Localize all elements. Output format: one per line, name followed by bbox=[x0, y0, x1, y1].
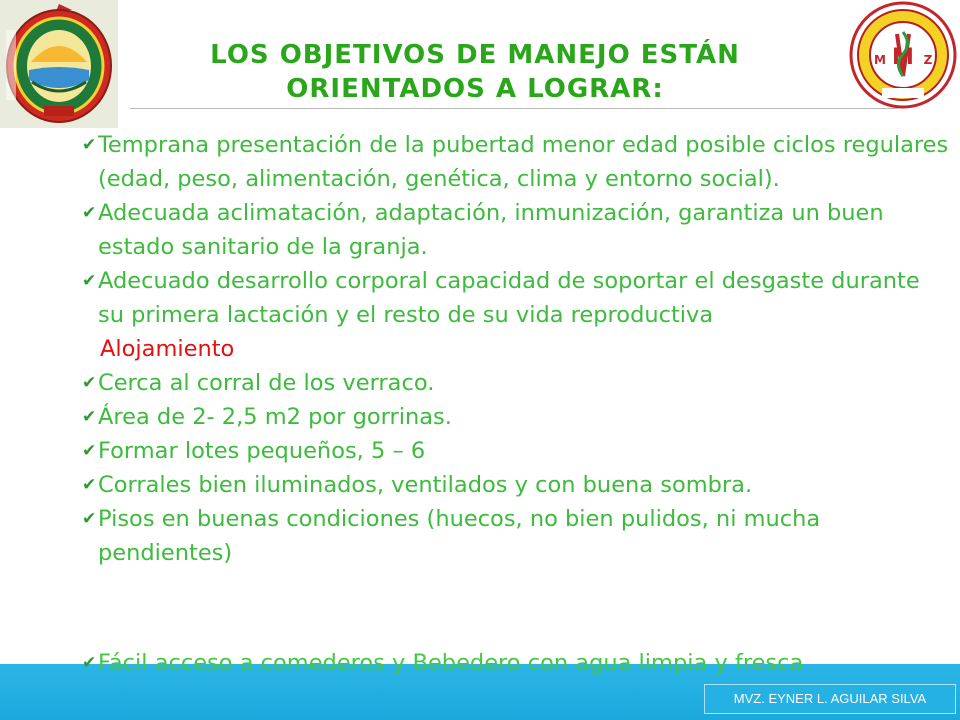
checkmark-icon: ✔ bbox=[82, 135, 97, 155]
title-line-1: LOS OBJETIVOS DE MANEJO ESTÁN bbox=[210, 40, 740, 70]
list-item bbox=[82, 366, 950, 400]
list-item-text: Corrales bien iluminados, ventilados y con buena sombra. bbox=[98, 472, 753, 498]
checkmark-icon: ✔ bbox=[82, 653, 97, 673]
checkmark-icon: ✔ bbox=[82, 373, 97, 393]
checkmark-icon: ✔ bbox=[82, 441, 97, 461]
list-item bbox=[82, 468, 950, 502]
author-badge: MVZ. EYNER L. AGUILAR SILVA bbox=[704, 684, 956, 714]
list-item bbox=[82, 646, 950, 680]
list-item-text: Adecuada aclimatación, adaptación, inmunización, garantiza un buen estado sanitario de la granja. bbox=[98, 200, 884, 260]
list-item bbox=[82, 400, 950, 434]
list-item-text: Temprana presentación de la pubertad menor edad posible ciclos regulares (edad, peso, alimentación, genética, clima y entorno social). bbox=[98, 132, 949, 192]
svg-text:M: M bbox=[892, 45, 914, 70]
section-heading: Alojamiento bbox=[100, 336, 235, 362]
checkmark-icon: ✔ bbox=[82, 203, 97, 223]
faculty-seal-logo bbox=[848, 0, 958, 110]
checkmark-icon: ✔ bbox=[82, 271, 97, 291]
list-item-text: Pisos en buenas condiciones (huecos, no bien pulidos, ni mucha pendientes) bbox=[98, 506, 821, 566]
university-seal-logo bbox=[0, 0, 118, 128]
last-list-item bbox=[82, 646, 950, 680]
list-item-text: Adecuado desarrollo corporal capacidad de soportar el desgaste durante su primera lactación y el resto de su vida reproductiva bbox=[98, 268, 920, 328]
svg-text:M: M bbox=[874, 53, 886, 67]
title-divider bbox=[130, 108, 898, 109]
checkmark-icon: ✔ bbox=[82, 407, 97, 427]
list-item bbox=[82, 128, 950, 196]
title-line-2: ORIENTADOS A LOGRAR: bbox=[286, 74, 664, 104]
list-item bbox=[82, 502, 950, 570]
list-item bbox=[82, 434, 950, 468]
page-title bbox=[150, 38, 800, 106]
list-item bbox=[82, 264, 950, 332]
list-item-text: Fácil acceso a comederos y Bebedero con agua limpia y fresca bbox=[98, 650, 804, 676]
objectives-list bbox=[82, 128, 950, 570]
svg-text:Z: Z bbox=[923, 53, 933, 67]
checkmark-icon: ✔ bbox=[82, 509, 97, 529]
list-item bbox=[82, 196, 950, 264]
list-item-text: Formar lotes pequeños, 5 – 6 bbox=[98, 438, 426, 464]
checkmark-icon: ✔ bbox=[82, 475, 97, 495]
list-item-text: Área de 2- 2,5 m2 por gorrinas. bbox=[98, 404, 452, 430]
list-item-text: Cerca al corral de los verraco. bbox=[98, 370, 435, 396]
